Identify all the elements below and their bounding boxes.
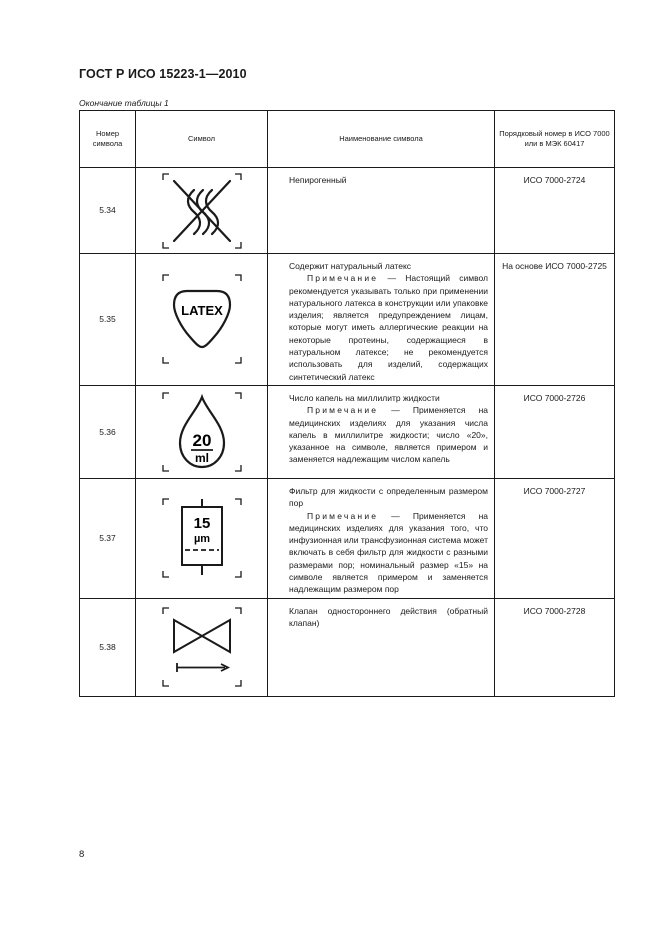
table-header-row <box>80 111 615 168</box>
table-row <box>80 385 615 478</box>
symbol-number: 5.35 <box>80 254 136 386</box>
symbol-reference: ИСО 7000-2728 <box>495 598 615 696</box>
symbol-note <box>289 510 488 596</box>
symbol-cell <box>136 478 268 598</box>
symbol-name: Клапан одностороннего действия (обратный клапан) <box>289 605 488 628</box>
symbol-number: 5.38 <box>80 598 136 696</box>
symbol-reference: ИСО 7000-2727 <box>495 478 615 598</box>
symbol-name-cell <box>268 598 495 696</box>
symbol-reference: ИСО 7000-2726 <box>495 385 615 478</box>
symbol-name-cell <box>268 478 495 598</box>
symbols-table <box>79 110 615 697</box>
symbol-name: Содержит натуральный латекс <box>289 261 412 271</box>
non-pyrogenic-icon <box>161 172 243 250</box>
symbol-name-cell <box>268 254 495 386</box>
table-row <box>80 168 615 254</box>
note-text: — Применяется на медицинских изделиях для указания того, что инфузионная или трансфузионная система может включать в себя фильтр для жидкости с разными размерами пор; номинальный размер «15» на символе является примером и заменяется надлежащим размером пор <box>289 510 488 595</box>
drop-count-value: 20 <box>192 430 211 450</box>
latex-label: LATEX <box>180 303 223 319</box>
column-header-name: Наименование символа <box>268 111 495 168</box>
symbol-note <box>289 404 488 465</box>
column-header-symbol: Символ <box>136 111 268 168</box>
symbol-cell <box>136 598 268 696</box>
page-number: 8 <box>79 849 85 860</box>
fluid-filter-icon <box>161 497 243 579</box>
column-header-number: Номер символа <box>80 111 136 168</box>
symbol-cell <box>136 254 268 386</box>
table-caption: Окончание таблицы 1 <box>79 98 169 108</box>
symbol-reference: На основе ИСО 7000-2725 <box>495 254 615 386</box>
note-label: Примечание <box>307 405 379 416</box>
symbol-cell <box>136 385 268 478</box>
table-row <box>80 254 615 386</box>
symbol-name: Непирогенный <box>289 175 347 185</box>
column-header-reference: Порядковый номер в ИСО 7000 или в МЭК 60417 <box>495 111 615 168</box>
symbol-name: Фильтр для жидкости с определенным размером пор <box>289 485 488 509</box>
symbol-cell <box>136 168 268 254</box>
drops-per-ml-icon <box>161 391 243 473</box>
table-row <box>80 478 615 598</box>
document-title: ГОСТ Р ИСО 15223-1—2010 <box>79 67 247 81</box>
note-label: Примечание <box>307 273 379 284</box>
symbol-name: Число капель на миллилитр жидкости <box>289 392 440 403</box>
pore-size-unit: µm <box>193 533 210 546</box>
pore-size-value: 15 <box>193 515 210 533</box>
symbol-reference: ИСО 7000-2724 <box>495 168 615 254</box>
one-way-valve-icon <box>161 606 243 688</box>
symbol-name-cell <box>268 385 495 478</box>
table-row <box>80 598 615 696</box>
symbol-number: 5.36 <box>80 385 136 478</box>
latex-icon <box>161 273 243 365</box>
note-text: — Применяется на медицинских изделиях для указания числа капель в миллилитре жидкости; число «20», указанное на символе, является примером и заменяется надлежащим числом капель <box>289 405 488 465</box>
symbol-name-cell <box>268 168 495 254</box>
note-text: — Настоящий символ рекомендуется указывать только при применении натурального латекса в конструкции или упаковке изделия; является предупреждением лицам, которые могут иметь аллергические реакции на некоторые протеины, содержащиеся в натуральном латексе; не рекомендуется использовать для изделий, содержащих синтетический латекс <box>289 273 488 382</box>
symbol-note <box>289 272 488 383</box>
symbol-number: 5.34 <box>80 168 136 254</box>
drop-unit: ml <box>194 450 209 465</box>
note-label: Примечание <box>307 510 379 521</box>
symbol-number: 5.37 <box>80 478 136 598</box>
